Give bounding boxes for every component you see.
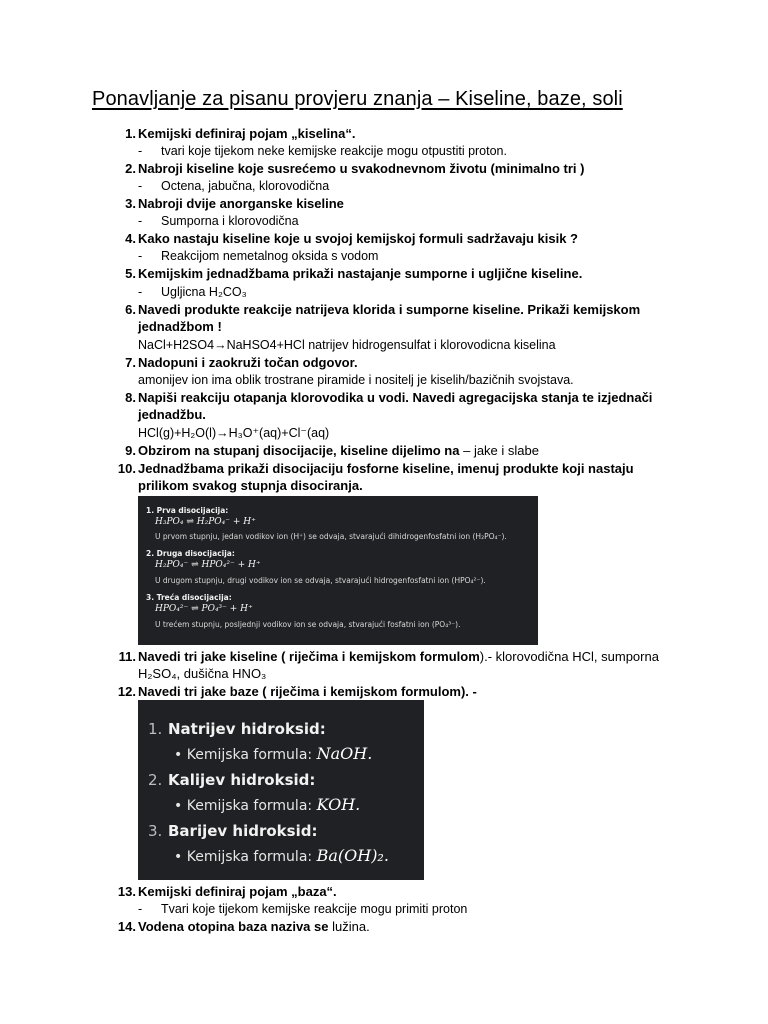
- question-number: 14.: [117, 919, 136, 934]
- answer-text: HCl(g)+H₂O(l)→H₃O⁺(aq)+Cl⁻(aq): [138, 426, 330, 440]
- base-name: Barijev hidroksid:: [168, 822, 318, 840]
- formula-label: Kemijska formula:: [186, 849, 317, 865]
- formula-label: Kemijska formula:: [186, 747, 317, 763]
- question-number: 9.: [125, 443, 136, 458]
- answer-text: Ugljicna H₂CO₃: [161, 285, 247, 299]
- dash-marker: -: [138, 902, 143, 916]
- bases-image: [138, 700, 424, 880]
- item-number: 1.: [148, 720, 163, 738]
- dash-marker: -: [138, 285, 143, 299]
- question-number: 7.: [125, 355, 136, 370]
- question-text: Nabroji kiseline koje susrećemo u svakodnevnom životu (minimalno tri ): [138, 161, 585, 176]
- formula-label: Kemijska formula:: [186, 798, 317, 814]
- answer-text: amonijev ion ima oblik trostrane piramide i nositelj je kiselih/bazičnih svojstava.: [138, 373, 574, 387]
- question-number: 11.: [118, 649, 136, 664]
- base-name: Natrijev hidroksid:: [168, 720, 326, 738]
- answer-text: Sumporna i klorovodična: [161, 214, 299, 228]
- question-number: 8.: [125, 390, 136, 405]
- question-text: Kemijski definiraj pojam „baza“.: [138, 884, 337, 899]
- question-number: 2.: [125, 161, 136, 176]
- question-text: Navedi tri jake baze ( riječima i kemijskom formulom). -: [138, 684, 477, 699]
- bullet-icon: •: [174, 747, 183, 763]
- step-description: U trećem stupnju, posljednji vodikov ion se odvaja, stvarajući fosfatni ion (PO₄³⁻).: [155, 620, 461, 629]
- question-text: Nabroji dvije anorganske kiseline: [138, 196, 344, 211]
- dash-marker: -: [138, 214, 143, 228]
- question-text: [138, 918, 668, 935]
- answer-text: – jake i slabe: [459, 443, 539, 458]
- question-text: [138, 442, 668, 459]
- dash-marker: -: [138, 179, 143, 193]
- answer-text: Tvari koje tijekom kemijske reakcije mogu primiti proton: [161, 902, 468, 916]
- answer-text: Octena, jabučna, klorovodična: [161, 179, 330, 193]
- step-equation: H₃PO₄ ⇌ H₂PO₄⁻ + H⁺: [155, 517, 256, 527]
- step-equation: H₂PO₄⁻ ⇌ HPO₄²⁻ + H⁺: [155, 560, 261, 570]
- formula: NaOH.: [316, 744, 373, 763]
- step-description: U drugom stupnju, drugi vodikov ion se odvaja, stvarajući hidrogenfosfatni ion (HPO₄²⁻).: [155, 576, 486, 585]
- dash-marker: -: [138, 144, 143, 158]
- dissociation-image: [138, 496, 538, 645]
- answer-text: Reakcijom nemetalnog oksida s vodom: [161, 249, 379, 263]
- step-heading: 1. Prva disocijacija:: [146, 506, 229, 515]
- question-number: 5.: [125, 266, 136, 281]
- question-text-label: Vodena otopina baza naziva se: [138, 919, 329, 934]
- bullet-icon: •: [174, 849, 183, 865]
- step-description: U prvom stupnju, jedan vodikov ion (H⁺) se odvaja, stvarajući dihidrogenfosfatni ion (H₂PO₄⁻).: [155, 532, 507, 541]
- answer-text: tvari koje tijekom neke kemijske reakcije mogu otpustiti proton.: [161, 144, 507, 158]
- question-number: 3.: [125, 196, 136, 211]
- question-number: 12.: [117, 684, 136, 699]
- formula-line: [174, 846, 389, 865]
- question-text: Kemijskim jednadžbama prikaži nastajanje sumporne i ugljične kiseline.: [138, 266, 583, 281]
- formula: Ba(OH)₂.: [316, 846, 389, 865]
- question-text: Kemijski definiraj pojam „kiselina“.: [138, 126, 356, 141]
- question-text: Napiši reakciju otapanja klorovodika u vodi. Navedi agregacijska stanja te izjednači jednadžbu.: [138, 390, 653, 422]
- question-text: Kako nastaju kiseline koje u svojoj kemijskoj formuli sadržavaju kisik ?: [138, 231, 579, 246]
- question-text: Navedi produkte reakcije natrijeva klorida i sumporne kiseline. Prikaži kemijskom jednadžbom !: [138, 302, 641, 334]
- question-text: [138, 648, 668, 682]
- dash-marker: -: [138, 249, 143, 263]
- question-number: 6.: [125, 302, 136, 317]
- answer-text: lužina.: [328, 919, 370, 934]
- question-text-label: Obzirom na stupanj disocijacije, kiseline dijelimo na: [138, 443, 460, 458]
- step-heading: 3. Treća disocijacija:: [146, 593, 232, 602]
- formula-line: [174, 744, 372, 763]
- answer-text: ).- klorovodična HCl, sumporna H₂SO₄, dušična HNO₃: [138, 649, 659, 681]
- step-equation: HPO₄²⁻ ⇌ PO₄³⁻ + H⁺: [155, 604, 253, 614]
- formula-line: [174, 795, 360, 814]
- formula: KOH.: [316, 795, 361, 814]
- bullet-icon: •: [174, 798, 183, 814]
- question-text-label: Navedi tri jake kiseline ( riječima i kemijskom formulom: [138, 649, 480, 664]
- question-text: Jednadžbama prikaži disocijaciju fosforne kiseline, imenuj produkte koji nastaju prilikom svakog stupnja disociranja.: [138, 461, 634, 493]
- question-number: 13.: [117, 884, 136, 899]
- question-number: 1.: [125, 126, 136, 141]
- item-number: 2.: [148, 771, 163, 789]
- question-number: 4.: [125, 231, 136, 246]
- base-name: Kalijev hidroksid:: [168, 771, 316, 789]
- item-number: 3.: [148, 822, 163, 840]
- step-heading: 2. Druga disocijacija:: [146, 549, 235, 558]
- question-number: 10.: [117, 461, 136, 476]
- answer-text: NaCl+H2SO4→NaHSO4+HCl natrijev hidrogensulfat i klorovodicna kiselina: [138, 338, 556, 352]
- question-text: Nadopuni i zaokruži točan odgovor.: [138, 355, 358, 370]
- document-title: Ponavljanje za pisanu provjeru znanja – Kiseline, baze, soli: [92, 88, 623, 110]
